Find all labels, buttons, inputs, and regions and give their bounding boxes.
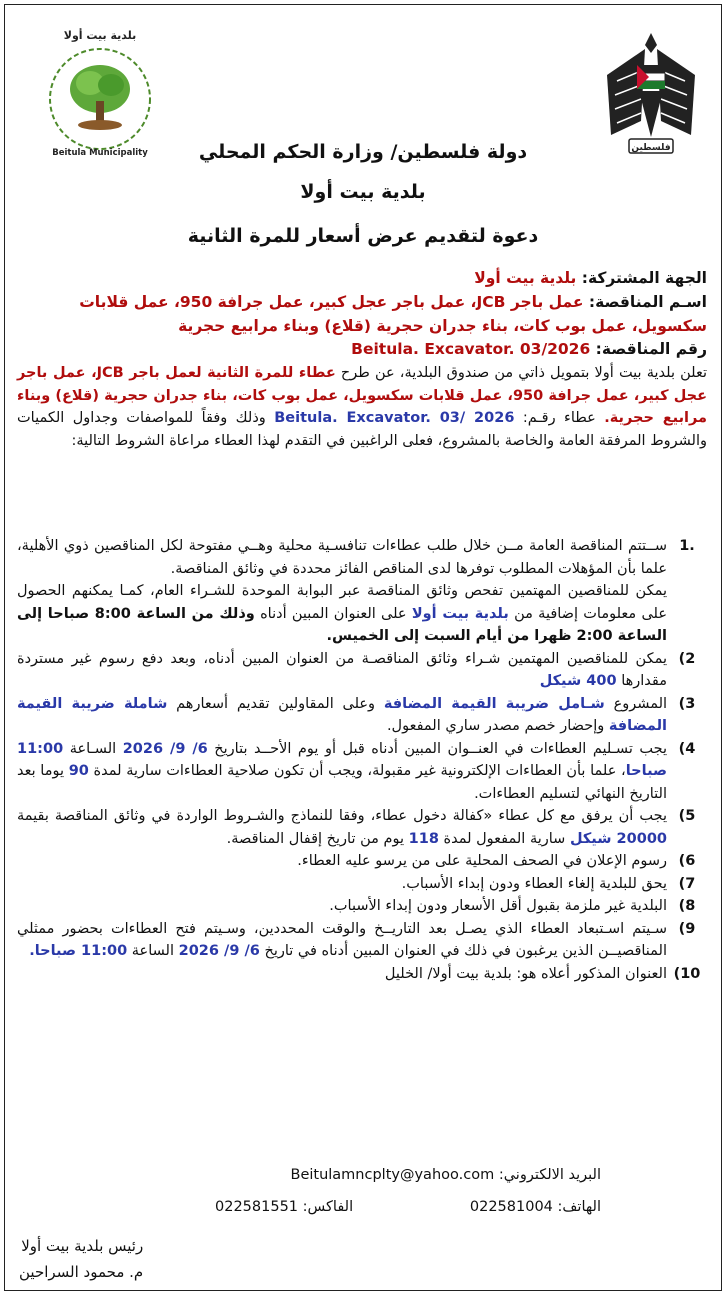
condition-text bbox=[17, 738, 667, 806]
fax-value: 022581551 bbox=[215, 1199, 299, 1215]
condition-text-part: المشروع bbox=[613, 695, 668, 712]
phone-label: الهاتف: bbox=[557, 1199, 601, 1215]
condition-9 bbox=[17, 918, 707, 963]
tender-name-row bbox=[17, 290, 707, 338]
condition-text-part: وإحضار خصم مصدر ساري المفعول. bbox=[386, 718, 605, 734]
condition-highlight: 20000 شيكل bbox=[569, 830, 667, 847]
signature-block bbox=[19, 1233, 143, 1285]
condition-10 bbox=[17, 963, 707, 986]
condition-1b bbox=[17, 580, 707, 648]
municipality-logo bbox=[35, 21, 165, 161]
condition-number: 7) bbox=[678, 875, 696, 892]
condition-number: 4) bbox=[678, 740, 696, 757]
condition-number bbox=[667, 580, 707, 648]
condition-text-part: يجب أن يرفق مع كل عطاء «كفالة دخول عطاء، وفقا للنماذج والشـروط الواردة في وثائق المناقصة بقيمة bbox=[17, 808, 667, 824]
condition-text bbox=[17, 580, 667, 648]
intro-tender-number: Beitula. Excavator. 03/ 2026 bbox=[274, 410, 515, 426]
condition-8 bbox=[17, 895, 707, 918]
signature-name: م. محمود السراحين bbox=[19, 1263, 144, 1281]
email-row bbox=[291, 1167, 602, 1183]
condition-text-part: يوم من تاريخ إقفال المناقصة. bbox=[226, 830, 405, 847]
condition-text-part: الساعة bbox=[131, 943, 175, 959]
condition-text-part: على العنوان المبين أدناه bbox=[260, 605, 407, 622]
buyer-label: الجهة المشتركة: bbox=[581, 269, 707, 287]
condition-text-part: سارية المفعول لمدة bbox=[443, 830, 566, 847]
condition-number: .1 bbox=[679, 538, 695, 554]
logo-english-text: Beitula Municipality bbox=[52, 148, 148, 158]
condition-text-part: يمكن للمناقصين المهتمين شـراء وثائق المناقصـة من العنوان المبين أدناه، وبعد دفع رسوم غير مستردة مقدارها bbox=[17, 650, 667, 689]
condition-date: 2026 /9 /6 bbox=[122, 740, 208, 757]
condition-time: 11:00 صباحا bbox=[17, 740, 668, 779]
tender-number-value: Beitula. Excavator. 03/2026 bbox=[351, 339, 591, 358]
condition-text: البلدية غير ملزمة بقبول أقل الأسعار ودون إبداء الأسباب. bbox=[329, 898, 667, 914]
tender-announcement bbox=[4, 4, 722, 1291]
condition-number: 3) bbox=[678, 695, 696, 712]
condition-number: 5) bbox=[678, 808, 696, 824]
condition-text-part: يمكن للمناقصين المهتمين تفحص وثائق المناقصة عبر البوابة الموحدة للشـراء العام، كمـا يمكنهم الحصول على معلومات إضافية من bbox=[17, 583, 667, 622]
condition-number: 2) bbox=[678, 650, 696, 667]
intro-text-1: تعلن بلدية بيت أولا بتمويل ذاتي من صندوق البلدية، عن طرح bbox=[340, 365, 708, 381]
conditions-list bbox=[17, 535, 707, 985]
condition-hours: وذلك من الساعة 8:00 صباحا إلى الساعة 2:00 ظهرا من أيام السبت إلى الخميس. bbox=[17, 605, 667, 644]
condition-text: العنوان المذكور أعلاه هو: بلدية بيت أولا/ الخليل bbox=[384, 965, 667, 982]
buyer-row bbox=[17, 267, 707, 290]
header-ministry: دولة فلسطين/ وزارة الحكم المحلي bbox=[198, 141, 528, 163]
condition-7 bbox=[17, 873, 707, 896]
condition-highlight: 118 bbox=[408, 830, 439, 847]
logo-arabic-text: بلدية بيت أولا bbox=[63, 29, 137, 42]
condition-3 bbox=[17, 693, 707, 738]
header-municipality: بلدية بيت أولا bbox=[300, 181, 426, 203]
email-label: البريد الالكتروني: bbox=[498, 1167, 601, 1183]
emblem-text: فلسطين bbox=[631, 143, 671, 153]
condition-text-part: يوما بعد التاريخ النهائي لتسليم العطاءات. bbox=[17, 763, 667, 802]
tender-info bbox=[17, 267, 707, 452]
condition-5 bbox=[17, 805, 707, 850]
condition-number: 6) bbox=[678, 853, 696, 869]
condition-text: ســتتم المناقصة العامة مــن خلال طلب عطاءات تنافسـية محلية وهــي مفتوحة لكل المناقصين ذوي الأهلية، علما بأن المؤهلات المطلوب توفرها لدى المناقص الفائز محددة في وثائق المناقصة. bbox=[17, 538, 667, 577]
condition-6 bbox=[17, 850, 707, 873]
condition-text: رسوم الإعلان في الصحف المحلية على من يرسو عليه العطاء. bbox=[297, 853, 667, 869]
tender-number-row bbox=[17, 338, 707, 361]
buyer-value: بلدية بيت أولا bbox=[474, 269, 577, 287]
condition-text-part: سـيتم اسـتبعاد العطاء الذي يصـل بعد التاريــخ والوقت المحددين، وسـيتم فتح العطاءات بحضور ممثلي المناقصيــن الذين يرغبون في ذلك في العنوان المبين أدناه في تاريخ bbox=[17, 920, 667, 959]
fax-row bbox=[215, 1199, 353, 1215]
phone-row bbox=[470, 1199, 601, 1215]
condition-text bbox=[17, 648, 667, 693]
condition-highlight: شـامل ضريبة القيمة المضافة bbox=[383, 695, 605, 712]
condition-text-part: ، علما بأن العطاءات الإلكترونية غير مقبولة، ويجب أن تكون صلاحية العطاءات سارية لمدة bbox=[93, 763, 626, 779]
condition-4 bbox=[17, 738, 707, 806]
condition-date: 2026 /9 /6 bbox=[178, 943, 260, 959]
condition-highlight: بلدية بيت أولا bbox=[411, 605, 509, 622]
condition-text bbox=[17, 693, 667, 738]
condition-2 bbox=[17, 648, 707, 693]
condition-text: يحق للبلدية إلغاء العطاء ودون إبداء الأسباب. bbox=[401, 875, 667, 892]
condition-highlight: 400 شيكل bbox=[539, 673, 617, 689]
signature-title: رئيس بلدية بيت أولا bbox=[21, 1237, 144, 1255]
header-invitation: دعوة لتقديم عرض أسعار للمرة الثانية bbox=[187, 225, 539, 247]
condition-text-part: السـاعة bbox=[69, 740, 117, 757]
tender-name-label: اسـم المناقصة: bbox=[588, 292, 707, 311]
intro-text-3: وذلك وفقاً للمواصفات وجداول الكميات والشروط المرفقة العامة والخاصة بالمشروع، فعلى الراغبين في التقدم لهذا العطاء مراعاة الشروط التالية: bbox=[17, 410, 707, 449]
condition-number: 9) bbox=[678, 920, 696, 937]
condition-text bbox=[17, 918, 667, 963]
phone-value: 022581004 bbox=[469, 1199, 553, 1215]
intro-text-red: عطاء للمرة الثانية لعمل باجر JCB، عمل باجر عجل كبير، عمل جرافة 950، عمل قلابات سكسويل، عمل بوب كات، بناء جدران حجرية (قلاع) وبناء مرابيع حجرية. bbox=[17, 365, 708, 426]
email-value[interactable]: Beitulamncplty@yahoo.com bbox=[290, 1167, 495, 1183]
condition-number: 10) bbox=[673, 965, 701, 982]
condition-highlight: شاملة ضريبة القيمة المضافة bbox=[17, 695, 667, 734]
tender-number-label: رقم المناقصة: bbox=[595, 339, 707, 358]
tender-name-value: عمل باجر JCB، عمل باجر عجل كبير، عمل جرافة 950، عمل قلابات سكسويل، عمل بوب كات، بناء جدران حجرية (قلاع) وبناء مرابيع حجرية bbox=[79, 292, 707, 335]
condition-text bbox=[17, 805, 667, 850]
condition-text-part: وعلى المقاولين تقديم أسعارهم bbox=[176, 695, 376, 712]
fax-label: الفاكس: bbox=[302, 1199, 354, 1215]
intro-paragraph bbox=[17, 362, 707, 452]
condition-number: 8) bbox=[678, 898, 696, 914]
condition-1 bbox=[17, 535, 707, 580]
intro-text-2: عطاء رقـم: bbox=[522, 410, 596, 426]
condition-highlight: 90 bbox=[68, 763, 89, 779]
condition-text-part: يجب تسـليم العطاءات في العنــوان المبين أدناه قبل أو يوم الأحــد بتاريخ bbox=[214, 740, 668, 757]
condition-time: 11:00 صباحا. bbox=[29, 943, 128, 959]
